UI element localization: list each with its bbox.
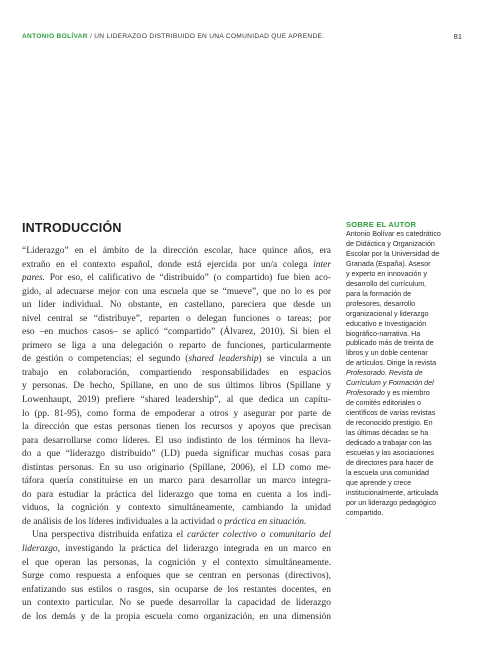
page-number: 81: [453, 32, 462, 41]
body-line: liderazgo, investigando la práctica del liderazgo integrada en un marco en: [22, 544, 331, 555]
sidebar-line: que aprende y crece: [346, 478, 412, 487]
sidebar-line: profesores, desarrollo: [346, 299, 416, 308]
sidebar-line: la escuela una comunidad: [346, 468, 429, 477]
body-line: de los demás y de la propia escuela como organización, en una dimensión: [22, 611, 331, 622]
body-line: y personas. De hecho, Spillane, en uno de sus últimos libros (Spillane y: [22, 381, 331, 392]
sidebar-line: de reconocido prestigio. En: [346, 419, 433, 428]
sidebar-line: libros y un doble centenar: [346, 349, 428, 358]
body-text: [22, 245, 331, 624]
sidebar-text: [346, 230, 474, 519]
body-line: viduos, la cognición y contexto simultáneamente, cambiando la unidad: [22, 503, 331, 514]
body-line: enfatizando sus estilos o rasgos, sin ocuparse de los restantes docentes, en: [22, 584, 331, 595]
body-line: la dirección que estas personas tienen los recursos y apoyos que precisan: [22, 422, 331, 433]
sidebar-line: de artículos. Dirige la revista: [346, 359, 437, 368]
body-line: do para estudiar la práctica del liderazgo que toma en cuenta a los indi-: [22, 489, 331, 500]
sidebar-line: Antonio Bolívar es catedrático: [346, 230, 441, 238]
body-line: gido, al adecuarse mejor con una escuela que se “mueve”, que no lo es por: [22, 286, 331, 297]
sidebar-line: de directores para hacer de: [346, 458, 434, 467]
sidebar-line: científicos de varias revistas: [346, 409, 436, 418]
sidebar-line: educativo e Investigación: [346, 319, 427, 328]
sidebar-line: y experto en innovación y: [346, 269, 427, 278]
body-line: de gestión o competencias; el segundo (shared leadership) se vincula a un: [22, 354, 331, 365]
running-head-author: ANTONIO BOLÍVAR: [22, 33, 88, 40]
sidebar-title: SOBRE EL AUTOR: [346, 220, 417, 229]
body-line: de análisis de los líderes individuales a la actividad o práctica en situación.: [22, 516, 307, 527]
sidebar-line: organizacional y liderazgo: [346, 309, 429, 318]
body-line: do a que “liderazgo distribuido” (LD) pueda significar muchas cosas para: [22, 449, 331, 460]
sidebar-line: institucionalmente, articulada: [346, 488, 439, 497]
body-line: pares. Por eso, el calificativo de “distribuido” (o compartido) fue bien aco-: [22, 273, 331, 284]
body-line: un líder individual. No obstante, en castellano, pareciera que desde un: [22, 300, 331, 311]
body-line: extraño en el contexto español, donde está ejercida por un/a colega inter: [22, 259, 331, 270]
sidebar-line: desarrollo del currículum,: [346, 279, 427, 288]
body-line: nivel central se “distribuye”, reparten o delegan funciones o tareas; por: [22, 313, 331, 324]
body-line: “Liderazgo” en el ámbito de la dirección escolar, hace quince años, era: [22, 246, 331, 256]
body-line: trabajo en colaboración, compartiendo responsabilidades en espacios: [22, 367, 331, 378]
author-sidebar: [346, 220, 474, 519]
body-line: táfora quería constituirse en un marco para desarrollar un marco integra-: [22, 476, 331, 487]
sidebar-line: compartido.: [346, 508, 384, 517]
running-head: [22, 33, 462, 40]
body-line: Una perspectiva distribuida enfatiza el carácter colectivo o comunitario del: [32, 530, 331, 541]
sidebar-line: Profesorado. Revista de: [346, 369, 423, 378]
sidebar-line: Escolar por la Universidad de: [346, 249, 440, 258]
running-head-separator: /: [87, 33, 95, 40]
body-line: eso –en muchos casos– se aplicó “compartido” (Álvarez, 2010). Si bien el: [22, 327, 331, 338]
sidebar-line: para la formación de: [346, 289, 412, 298]
sidebar-line: por un liderazgo pedagógico: [346, 498, 437, 507]
body-line: para desarrollarse como líderes. El uso indistinto de los términos ha lleva-: [22, 435, 331, 446]
sidebar-line: Currículum y Formación del: [346, 379, 434, 388]
sidebar-line: de Didáctica y Organización: [346, 239, 435, 248]
body-line: el que operan las personas, la cognición y el contexto simultáneamente.: [22, 557, 331, 568]
body-line: Surge como respuesta a enfoques que se centran en personas (directivos),: [22, 571, 331, 582]
body-line: primero se liga a una delegación o reparto de funciones, particularmente: [22, 340, 331, 351]
sidebar-line: Granada (España). Asesor: [346, 259, 431, 268]
sidebar-line: publicado más de treinta de: [346, 339, 434, 348]
sidebar-line: Profesorado y es miembro: [346, 389, 430, 398]
sidebar-line: escuelas y las asociaciones: [346, 448, 435, 457]
body-line: lo (pp. 81-95), como forma de empoderar a otros y asegurar por parte de: [22, 408, 331, 419]
section-heading: INTRODUCCIÓN: [22, 221, 122, 235]
sidebar-line: dedicado a trabajar con las: [346, 439, 432, 448]
sidebar-line: biográfico-narrativa. Ha: [346, 329, 421, 338]
body-line: distintas personas. En su uso originario (Spillane, 2006), el LD como me-: [22, 462, 331, 473]
sidebar-line: de comités editoriales o: [346, 399, 422, 408]
body-line: un contexto particular. No se puede desarrollar la capacidad de liderazgo: [22, 598, 331, 609]
running-head-title: UN LIDERAZGO DISTRIBUIDO EN UNA COMUNIDAD QUE APRENDE.: [94, 33, 325, 40]
sidebar-line: las últimas décadas se ha: [346, 429, 429, 438]
body-line: Lowenhaupt, 2019) prefiere “shared leadership”, al que dedica un capítu-: [22, 395, 331, 406]
